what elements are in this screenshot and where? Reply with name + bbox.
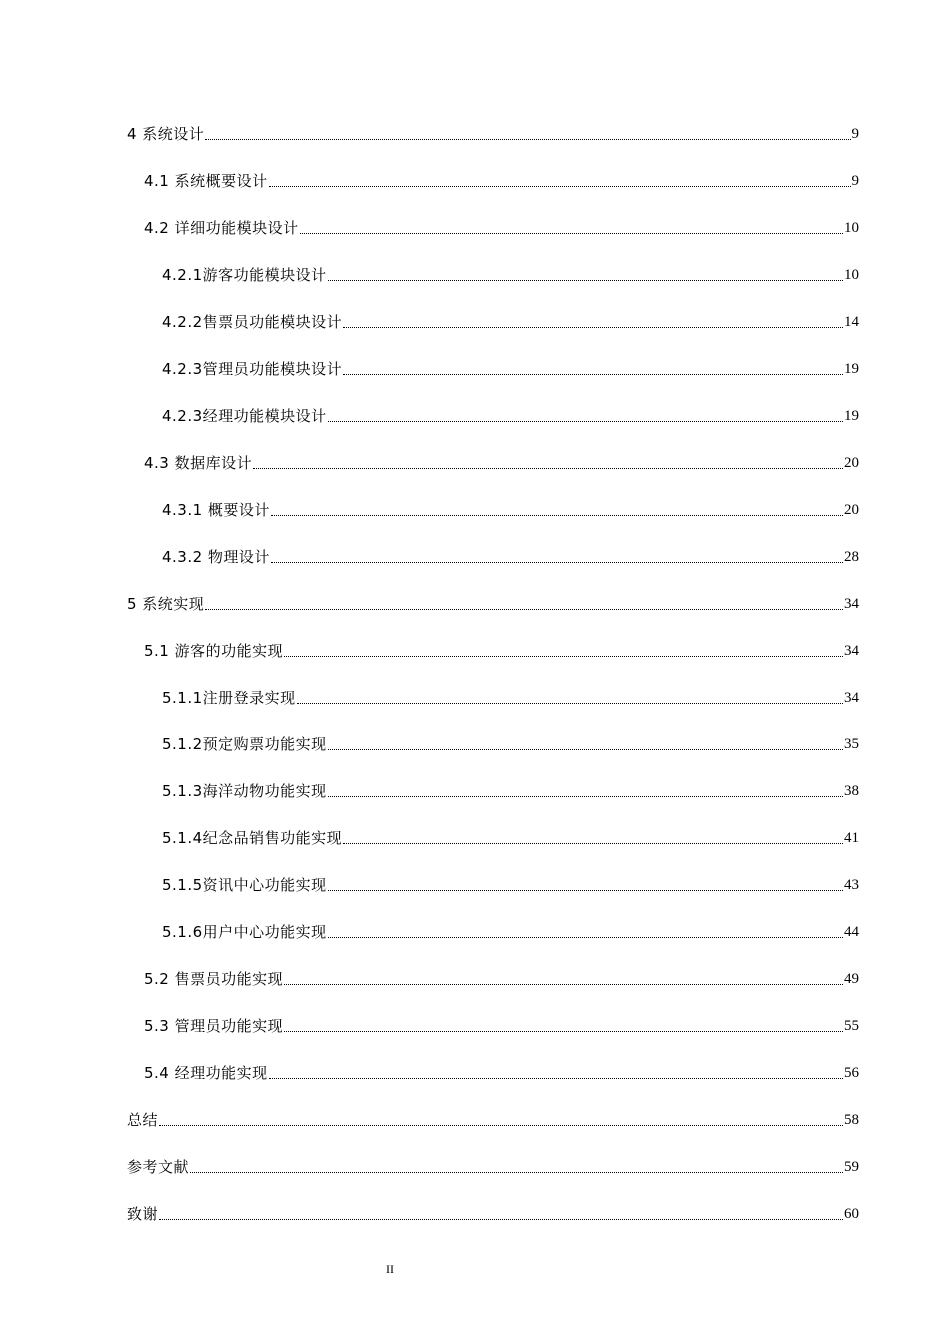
toc-entry[interactable] (144, 1059, 859, 1083)
toc-dot-leader (328, 889, 843, 891)
toc-entry-page: 9 (851, 126, 859, 142)
toc-entry-title: 4.3.2 物理设计 (162, 548, 270, 566)
toc-entry-title: 5.1.6用户中心功能实现 (162, 923, 327, 941)
toc-entry-page: 38 (844, 783, 859, 799)
toc-entry-title: 5.4 经理功能实现 (144, 1064, 268, 1082)
toc-entry-page: 19 (844, 408, 859, 424)
toc-entry[interactable] (127, 1106, 859, 1130)
toc-entry-page: 55 (844, 1018, 859, 1034)
toc-dot-leader (328, 936, 843, 938)
toc-entry-title: 4.1 系统概要设计 (144, 172, 268, 190)
toc-entry-title: 5 系统实现 (127, 595, 205, 613)
toc-dot-leader (284, 983, 843, 985)
toc-entry-page: 10 (844, 267, 859, 283)
toc-entry[interactable] (144, 1012, 859, 1036)
toc-dot-leader (343, 373, 843, 375)
toc-entry-title: 4.2.1游客功能模块设计 (162, 266, 327, 284)
toc-dot-leader (253, 467, 843, 469)
toc-dot-leader (190, 1171, 843, 1173)
toc-entry-title: 4.2.3经理功能模块设计 (162, 407, 327, 425)
toc-dot-leader (328, 420, 843, 422)
toc-entry-page: 49 (844, 971, 859, 987)
toc-dot-leader (284, 655, 843, 657)
toc-entry[interactable] (162, 261, 859, 285)
toc-dot-leader (343, 326, 843, 328)
toc-dot-leader (297, 702, 843, 704)
toc-entry[interactable] (127, 1200, 859, 1224)
toc-entry-title: 4.2.2售票员功能模块设计 (162, 313, 343, 331)
toc-dot-leader (159, 1218, 843, 1220)
toc-entry-title: 5.1.1注册登录实现 (162, 689, 296, 707)
toc-entry[interactable] (144, 965, 859, 989)
toc-entry[interactable] (144, 214, 859, 238)
toc-entry-page: 41 (844, 830, 859, 846)
toc-dot-leader (328, 795, 843, 797)
toc-dot-leader (328, 748, 843, 750)
toc-entry-page: 19 (844, 361, 859, 377)
toc-entry-title: 5.2 售票员功能实现 (144, 970, 284, 988)
toc-entry-title: 5.1.2预定购票功能实现 (162, 735, 327, 753)
toc-entry[interactable] (162, 308, 859, 332)
toc-dot-leader (271, 561, 843, 563)
toc-dot-leader (205, 138, 850, 140)
toc-entry-title: 5.1 游客的功能实现 (144, 642, 284, 660)
toc-dot-leader (328, 279, 843, 281)
toc-entry-page: 20 (844, 455, 859, 471)
toc-entry-title: 4 系统设计 (127, 125, 205, 143)
toc-entry[interactable] (162, 871, 859, 895)
toc-entry[interactable] (162, 543, 859, 567)
toc-entry-title: 5.1.4纪念品销售功能实现 (162, 829, 343, 847)
toc-entry-title: 总结 (127, 1111, 159, 1129)
toc-dot-leader (205, 608, 843, 610)
toc-entry[interactable] (162, 684, 859, 708)
toc-entry[interactable] (144, 167, 859, 191)
toc-entry-title: 参考文献 (127, 1158, 190, 1176)
toc-entry-page: 35 (844, 736, 859, 752)
toc-entry-title: 致谢 (127, 1205, 159, 1223)
toc-dot-leader (159, 1124, 843, 1126)
toc-entry[interactable] (127, 1153, 859, 1177)
toc-entry[interactable] (144, 449, 859, 473)
toc-dot-leader (284, 1030, 843, 1032)
toc-entry-page: 34 (844, 690, 859, 706)
toc-dot-leader (269, 185, 851, 187)
toc-entry-page: 59 (844, 1159, 859, 1175)
toc-entry-page: 56 (844, 1065, 859, 1081)
toc-entry[interactable] (162, 730, 859, 754)
toc-entry-page: 44 (844, 924, 859, 940)
toc-entry-page: 28 (844, 549, 859, 565)
toc-entry[interactable] (127, 590, 859, 614)
toc-entry-title: 5.1.3海洋动物功能实现 (162, 782, 327, 800)
toc-entry-page: 9 (851, 173, 859, 189)
toc-entry[interactable] (162, 777, 859, 801)
toc-entry[interactable] (162, 918, 859, 942)
toc-entry-title: 5.3 管理员功能实现 (144, 1017, 284, 1035)
toc-entry-page: 58 (844, 1112, 859, 1128)
toc-entry[interactable] (127, 120, 859, 144)
toc-entry-title: 4.2.3管理员功能模块设计 (162, 360, 343, 378)
toc-entry-page: 10 (844, 220, 859, 236)
toc-entry-title: 4.3.1 概要设计 (162, 501, 270, 519)
toc-entry[interactable] (162, 824, 859, 848)
toc-entry-title: 4.2 详细功能模块设计 (144, 219, 299, 237)
toc-dot-leader (269, 1077, 843, 1079)
toc-entry-title: 4.3 数据库设计 (144, 454, 253, 472)
toc-entry[interactable] (144, 637, 859, 661)
page-footer-number: II (386, 1262, 394, 1276)
toc-entry[interactable] (162, 496, 859, 520)
toc-entry-title: 5.1.5资讯中心功能实现 (162, 876, 327, 894)
toc-entry[interactable] (162, 402, 859, 426)
toc-dot-leader (343, 842, 843, 844)
toc-entry-page: 20 (844, 502, 859, 518)
toc-entry-page: 14 (844, 314, 859, 330)
toc-entry-page: 34 (844, 643, 859, 659)
toc-dot-leader (300, 232, 843, 234)
toc-entry-page: 60 (844, 1206, 859, 1222)
toc-entry[interactable] (162, 355, 859, 379)
toc-dot-leader (271, 514, 843, 516)
toc-entry-page: 34 (844, 596, 859, 612)
toc-entry-page: 43 (844, 877, 859, 893)
